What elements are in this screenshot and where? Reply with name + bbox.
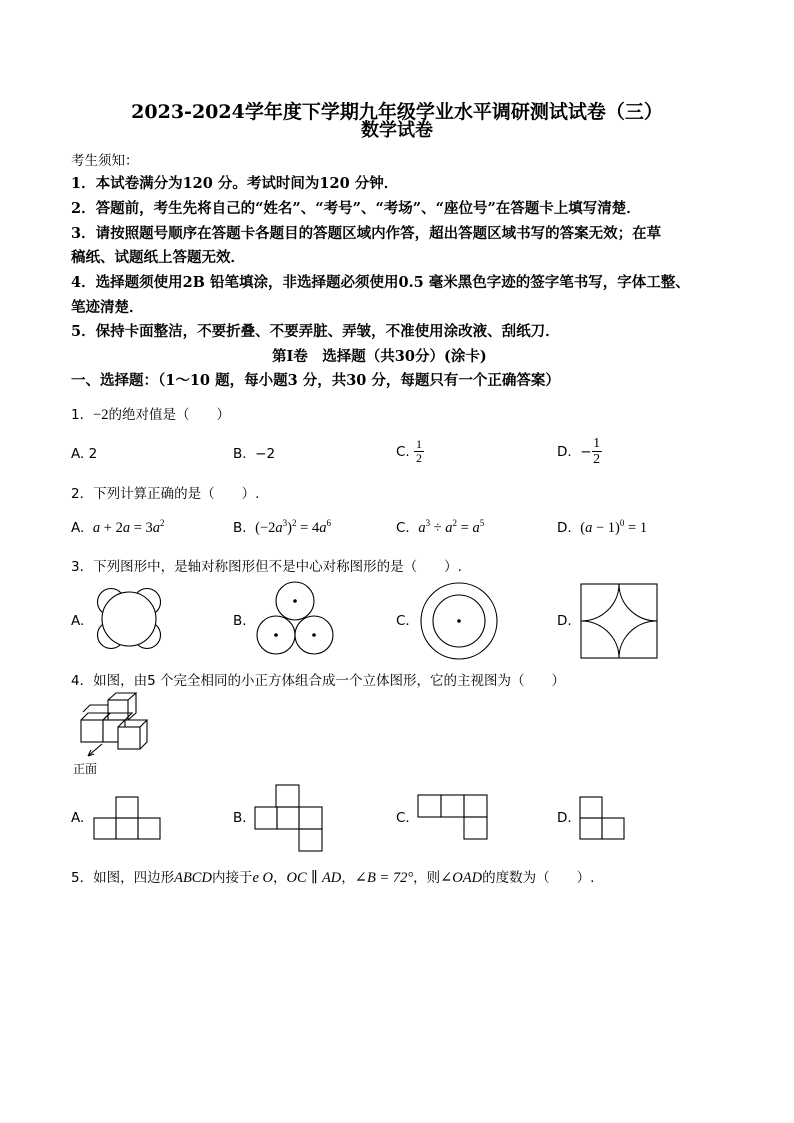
notice-item-3: 3．请按照题号顺序在答题卡各题目的答题区域内作答，超出答题区域书写的答案无效；在草	[71, 225, 662, 242]
question-text: ，则	[413, 870, 441, 886]
option-value: 2	[88, 446, 98, 462]
question-1-stem	[71, 403, 230, 424]
option-label: A.	[71, 446, 85, 462]
option-label: C.	[396, 443, 410, 460]
denominator: 2	[593, 452, 601, 467]
section-instruction: 一、选择题：（1～10 题，每小题3 分，共30 分，每题只有一个正确答案）	[71, 372, 560, 389]
q4-figure-b	[254, 784, 326, 854]
notice-item-4-cont: 笔迹清楚．	[71, 299, 144, 316]
question-2-stem: 2．下列计算正确的是（ ）.	[71, 486, 260, 502]
notice-item-3-cont: 稿纸、试题纸上答题无效．	[71, 249, 245, 266]
q4-option-c-label[interactable]: C.	[396, 810, 410, 826]
option-value: −2	[255, 446, 276, 462]
option-label: C.	[396, 519, 410, 536]
numerator: 1	[416, 437, 423, 451]
math-expression: $a + 2a = 3a^2$	[92, 518, 165, 536]
q2-option-b[interactable]	[233, 518, 331, 537]
math-quad: ABCD	[174, 870, 212, 886]
notice-item-2: 2．答题前，考生先将自己的“姓名”、“考号”、“考场”、“座位号”在答题卡上填写清楚．	[71, 200, 641, 217]
question-text: 内接于	[211, 870, 253, 886]
option-label: B.	[233, 446, 247, 462]
q3-option-d-label[interactable]: D.	[557, 613, 572, 629]
notice-item-1: 1．本试卷满分为120 分。考试时间为120 分钟．	[71, 175, 399, 192]
fraction	[592, 436, 602, 467]
q4-option-a-label[interactable]: A.	[71, 810, 85, 826]
notice-item-5: 5．保持卡面整洁，不要折叠、不要弄脏、弄皱，不准使用涂改液、刮纸刀．	[71, 323, 560, 340]
math-circle: e O	[252, 870, 273, 886]
q3-figure-d	[580, 583, 658, 659]
question-text: ，	[341, 870, 355, 886]
numerator: 1	[593, 436, 601, 451]
q1-option-c[interactable]	[396, 438, 424, 465]
q2-option-c[interactable]	[396, 518, 484, 537]
question-4-stem: 4．如图，由5 个完全相同的小正方体组合成一个立体图形，它的主视图为（ ）	[71, 673, 565, 689]
q2-option-a[interactable]	[71, 518, 165, 537]
math-expression: $a^3 \div a^2 = a^5$	[418, 518, 485, 536]
q4-front-view-label: 正面	[73, 762, 98, 776]
q4-figure-d	[579, 795, 627, 841]
math-parallel: ∥	[310, 870, 318, 886]
math-expression: $(-2a^3)^2 = 4a^6$	[255, 518, 331, 536]
q1-option-b[interactable]	[233, 446, 275, 462]
question-text: ，	[273, 870, 287, 886]
q1-option-d[interactable]	[557, 436, 602, 467]
option-label: B.	[233, 519, 247, 536]
math-angle-b: ∠B = 72°	[354, 870, 414, 886]
minus-sign: −	[580, 443, 592, 460]
q4-cube-figure	[78, 692, 158, 758]
math-angle-oad: ∠OAD	[440, 870, 483, 886]
option-label: D.	[557, 519, 572, 536]
question-3-stem: 3．下列图形中，是轴对称图形但不是中心对称图形的是（ ）.	[71, 559, 462, 575]
q4-figure-c	[417, 794, 489, 842]
q4-option-b-label[interactable]: B.	[233, 810, 247, 826]
question-5-stem	[71, 866, 594, 887]
math-segment-ad: AD	[321, 870, 342, 886]
q2-option-d[interactable]	[557, 518, 647, 537]
q3-figure-b	[255, 580, 335, 660]
math-segment-oc: OC	[286, 870, 307, 886]
option-label: D.	[557, 443, 572, 460]
fraction	[414, 438, 424, 465]
q4-option-d-label[interactable]: D.	[557, 810, 572, 826]
q3-option-c-label[interactable]: C.	[396, 613, 410, 629]
q3-option-b-label[interactable]: B.	[233, 613, 247, 629]
question-text: 的绝对值是（ ）	[108, 407, 231, 423]
q3-figure-c	[419, 581, 499, 661]
q1-option-a[interactable]	[71, 446, 97, 462]
question-text: 的度数为（ ）.	[482, 870, 595, 886]
q3-option-a-label[interactable]: A.	[71, 613, 85, 629]
question-text: 5．如图，四边形	[71, 870, 175, 886]
exam-title: 2023-2024学年度下学期九年级学业水平调研测试试卷（三）	[131, 101, 663, 123]
section-title: 第Ⅰ卷 选择题（共30分）(涂卡)	[272, 348, 487, 365]
math-expression: $(a - 1)^0 = 1$	[580, 518, 648, 536]
option-label: A.	[71, 519, 85, 536]
q4-figure-a	[93, 795, 163, 841]
question-number: 1．	[71, 407, 94, 423]
denominator: 2	[416, 451, 423, 465]
q3-figure-a	[93, 583, 173, 655]
notice-item-4: 4．选择题须使用2B 铅笔填涂，非选择题必须使用0.5 毫米黑色字迹的签字笔书写，字体工整、	[71, 274, 690, 291]
math-expression: −2	[93, 407, 109, 423]
exam-subtitle: 数学试卷	[361, 120, 433, 141]
notice-heading: 考生须知：	[71, 153, 139, 169]
